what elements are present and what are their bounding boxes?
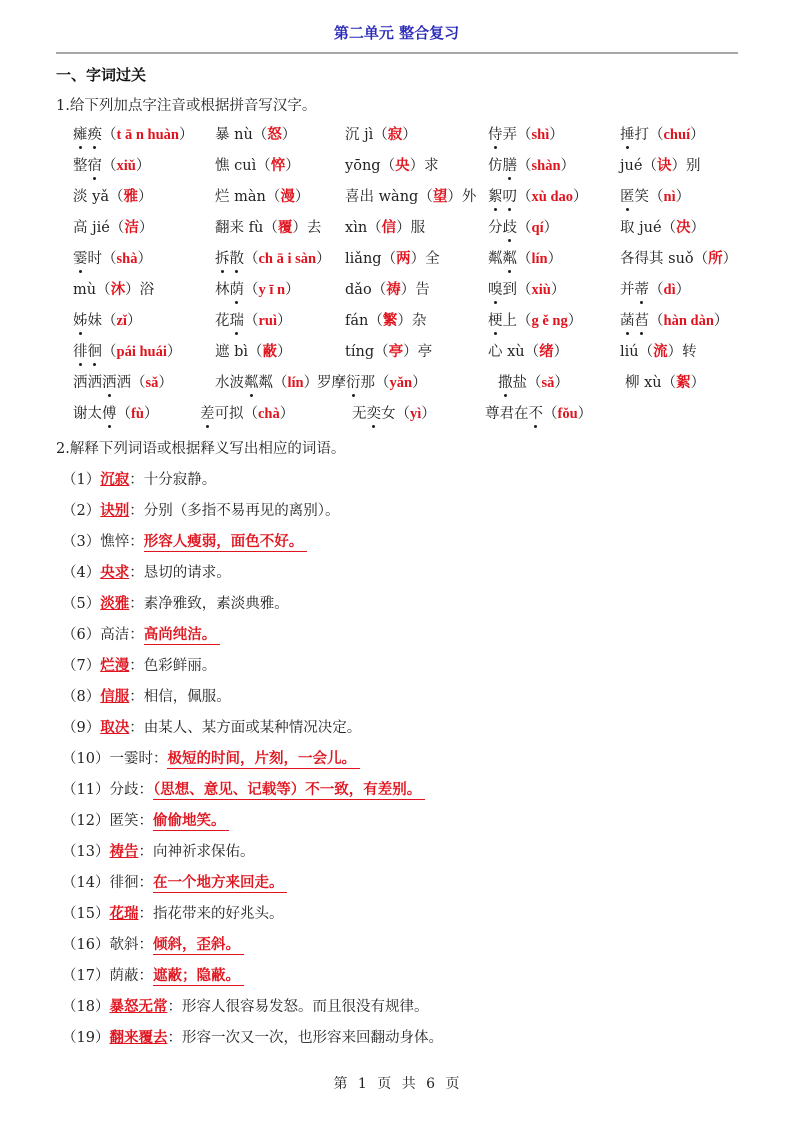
header-divider xyxy=(56,52,738,54)
term: 淡雅 xyxy=(100,595,130,612)
definition-item: （19）翻来覆去：形容一次又一次，也形容来回翻动身体。 xyxy=(62,1029,443,1046)
term: 憔悴 xyxy=(100,534,130,550)
exercise-item: 柳 xù（絮） xyxy=(625,375,706,391)
term: 一霎时 xyxy=(109,751,153,767)
exercise-item: 匿笑（nì） xyxy=(620,185,690,206)
question-2-title: 2.解释下列词语或根据释义写出相应的词语。 xyxy=(56,441,346,457)
term: 烂漫 xyxy=(100,657,130,674)
exercise-row xyxy=(0,247,793,271)
exercise-item: 翻来 fù（覆）去 xyxy=(215,220,322,236)
exercise-row xyxy=(0,309,793,333)
item-number: （9） xyxy=(62,720,101,736)
answer-text: 絮 xyxy=(676,375,691,391)
answer-text: 绪 xyxy=(539,344,554,360)
exercise-item: 撒盐（sǎ） xyxy=(498,371,569,392)
exercise-row xyxy=(0,154,793,178)
emphasis-dot-char: 奕 xyxy=(367,402,382,423)
emphasis-dot-char: 撒 xyxy=(498,371,513,392)
exercise-item: 拆散（ch ā i sàn） xyxy=(215,247,331,268)
answer-text: 繁 xyxy=(382,313,398,329)
definition: 形容人瘦弱，面色不好。 xyxy=(144,533,308,552)
emphasis-dot-char: 差 xyxy=(200,402,215,423)
definition: 十分寂静。 xyxy=(143,472,217,488)
answer-text: 漫 xyxy=(280,189,295,205)
item-number: （16） xyxy=(62,937,110,953)
emphasis-dot-char: 傅 xyxy=(102,402,117,423)
definition: 遮蔽；隐蔽。 xyxy=(153,967,244,986)
exercise-item: 差可拟（chà） xyxy=(200,402,294,423)
emphasis-dot-char: 瘫 xyxy=(73,123,88,144)
definition: 指花带来的好兆头。 xyxy=(152,906,284,922)
exercise-item: 罗摩衍那（yǎn） xyxy=(317,371,427,392)
answer-text: 怒 xyxy=(267,127,282,143)
answer-text: 央 xyxy=(395,158,410,174)
definition: 由某人、某方面或某种情况决定。 xyxy=(143,720,362,736)
term: 分歧 xyxy=(109,782,139,798)
exercise-row xyxy=(0,340,793,364)
emphasis-dot-char: 歧 xyxy=(503,216,518,237)
definition: 偷偷地笑。 xyxy=(153,812,230,831)
item-number: （12） xyxy=(62,813,110,829)
exercise-item: yōng（央）求 xyxy=(345,158,439,174)
exercise-item: 尊君在不（fǒu） xyxy=(485,402,592,423)
exercise-item: 粼粼（lín） xyxy=(488,247,562,268)
emphasis-dot-char: 蒂 xyxy=(635,278,650,299)
exercise-item: 絮叨（xù dao） xyxy=(488,185,588,206)
exercise-row xyxy=(0,123,793,147)
item-number: （19） xyxy=(62,1030,110,1046)
answer-text: 决 xyxy=(676,220,691,236)
item-number: （1） xyxy=(62,472,101,488)
answer-text: 悴 xyxy=(270,158,286,174)
emphasis-dot-char: 捶 xyxy=(620,123,635,144)
exercise-item: 梗上（g ě ng） xyxy=(488,309,582,330)
term: 荫蔽 xyxy=(109,968,139,984)
emphasis-dot-char: 徘 xyxy=(73,340,88,361)
exercise-item: 喜出 wàng（望）外 xyxy=(345,189,477,205)
definition: 在一个地方来回走。 xyxy=(153,874,288,893)
definition: 向神祈求保佑。 xyxy=(152,844,255,860)
term: 央求 xyxy=(100,564,130,581)
answer-text: shàn xyxy=(531,158,561,174)
definition-item: （5）淡雅：素净雅致，素淡典雅。 xyxy=(62,595,289,612)
exercise-item: 各得其 suǒ（所） xyxy=(620,251,738,267)
exercise-item: 高 jié（洁） xyxy=(73,220,154,236)
answer-text: ruì xyxy=(258,313,278,329)
item-number: （10） xyxy=(62,751,110,767)
term: 暴怒无常 xyxy=(109,998,168,1015)
definition: 恳切的请求。 xyxy=(143,565,231,581)
exercise-item: xìn（信）服 xyxy=(345,220,426,236)
answer-text: 蔽 xyxy=(262,344,278,360)
emphasis-dot-char: 匿 xyxy=(620,185,635,206)
exercise-item: 并蒂（dì） xyxy=(620,278,690,299)
answer-text: yǎn xyxy=(389,375,413,391)
item-number: （14） xyxy=(62,875,110,891)
emphasis-dot-char: 萏 xyxy=(635,309,650,330)
answer-text: g ě ng xyxy=(531,313,568,329)
definition: 形容一次又一次，也形容来回翻动身体。 xyxy=(181,1030,443,1046)
exercise-row xyxy=(0,371,793,395)
definition: 倾斜，歪斜。 xyxy=(153,936,244,955)
emphasis-dot-char: 拆 xyxy=(215,247,230,268)
definition-item: （3）憔悴：形容人瘦弱，面色不好。 xyxy=(62,530,307,551)
item-number: （6） xyxy=(62,627,101,643)
exercise-item: 姊妹（zǐ） xyxy=(73,309,141,330)
answer-text: zǐ xyxy=(116,313,127,329)
definition: 素净雅致，素淡典雅。 xyxy=(143,596,289,612)
item-number: （11） xyxy=(62,782,110,798)
exercise-item: 沉 jì（寂） xyxy=(345,127,417,143)
exercise-row xyxy=(0,402,793,426)
answer-text: yì xyxy=(410,406,422,422)
answer-text: 所 xyxy=(708,251,723,267)
definition-item: （2）诀别：分别（多指不易再见的离别）。 xyxy=(62,502,340,519)
item-number: （15） xyxy=(62,906,110,922)
definition-item: （6）高洁：高尚纯洁。 xyxy=(62,623,220,644)
emphasis-dot-char: 粼 xyxy=(503,247,518,268)
emphasis-dot-char: 叨 xyxy=(503,185,518,206)
exercise-item: 林荫（y ī n） xyxy=(215,278,300,299)
exercise-item: 憔 cuì（悴） xyxy=(215,158,300,174)
answer-text: 望 xyxy=(432,189,448,205)
definition-item: （14）徘徊：在一个地方来回走。 xyxy=(62,871,287,892)
answer-text: xiù xyxy=(531,282,551,298)
exercise-item: 侍弄（shì） xyxy=(488,123,564,144)
exercise-item: 遮 bì（蔽） xyxy=(215,344,292,360)
definition-item: （15）花瑞：指花带来的好兆头。 xyxy=(62,905,284,922)
exercise-item: 仿膳（shàn） xyxy=(488,154,575,175)
exercise-item: 整宿（xiǔ） xyxy=(73,154,150,175)
emphasis-dot-char: 霎 xyxy=(73,247,88,268)
answer-text: 流 xyxy=(653,344,668,360)
definition: 高尚纯洁。 xyxy=(144,626,221,645)
definition-item: （18）暴怒无常：形容人很容易发怒。而且很没有规律。 xyxy=(62,998,429,1015)
exercise-item: 水波粼粼（lín） xyxy=(215,371,318,392)
definition-item: （4）央求：恳切的请求。 xyxy=(62,564,231,581)
definition-item: （9）取决：由某人、某方面或某种情况决定。 xyxy=(62,719,362,736)
exercise-item: dǎo（祷）告 xyxy=(345,282,430,298)
emphasis-dot-char: 痪 xyxy=(88,123,103,144)
term: 信服 xyxy=(100,688,130,705)
page-number-footer: 第 1 页 共 6 页 xyxy=(333,1076,460,1092)
item-number: （7） xyxy=(62,658,101,674)
answer-text: 沐 xyxy=(110,282,126,298)
definition: 形容人很容易发怒。而且很没有规律。 xyxy=(181,999,429,1015)
item-number: （18） xyxy=(62,999,110,1015)
exercise-row xyxy=(0,278,793,302)
answer-text: 诀 xyxy=(656,158,672,174)
answer-text: 覆 xyxy=(277,220,293,236)
answer-text: shì xyxy=(531,127,550,143)
answer-text: ch ā i sàn xyxy=(258,251,317,267)
answer-text: shà xyxy=(116,251,138,267)
definition-item: （17）荫蔽：遮蔽；隐蔽。 xyxy=(62,964,244,985)
answer-text: 雅 xyxy=(123,189,138,205)
exercise-item: 霎时（shà） xyxy=(73,247,152,268)
exercise-item: fán（繁）杂 xyxy=(345,313,427,329)
section-title: 一、字词过关 xyxy=(56,66,147,84)
emphasis-dot-char: 衍 xyxy=(346,371,361,392)
exercise-item: 取 jué（决） xyxy=(620,220,706,236)
definition: 分别（多指不易再见的离别）。 xyxy=(143,503,340,519)
answer-text: qí xyxy=(531,220,544,236)
answer-text: xù dao xyxy=(531,189,574,205)
answer-text: sǎ xyxy=(145,375,159,391)
answer-text: pái huái xyxy=(116,344,167,360)
exercise-item: liú（流）转 xyxy=(620,344,697,360)
term: 欹斜 xyxy=(109,937,139,953)
exercise-row xyxy=(0,216,793,240)
definition-item: （8）信服：相信，佩服。 xyxy=(62,688,231,705)
answer-text: 祷 xyxy=(386,282,401,298)
exercise-row xyxy=(0,185,793,209)
answer-text: t ā n huàn xyxy=(116,127,179,143)
exercise-item: jué（诀）别 xyxy=(620,158,701,174)
answer-text: hàn dàn xyxy=(663,313,714,329)
item-number: （17） xyxy=(62,968,110,984)
exercise-item: 洒洒洒洒（sǎ） xyxy=(73,371,173,392)
emphasis-dot-char: 散 xyxy=(230,247,245,268)
item-number: （2） xyxy=(62,503,101,519)
emphasis-dot-char: 膳 xyxy=(503,154,518,175)
definition: （思想、意见、记载等）不一致，有差别。 xyxy=(153,781,425,800)
answer-text: fù xyxy=(131,406,144,422)
definition-item: （10）一霎时：极短的时间，片刻，一会儿。 xyxy=(62,747,360,768)
emphasis-dot-char: 洒 xyxy=(102,371,117,392)
answer-text: sǎ xyxy=(541,375,555,391)
term: 高洁 xyxy=(100,627,130,643)
exercise-item: 花瑞（ruì） xyxy=(215,309,292,330)
definition-item: （16）欹斜：倾斜，歪斜。 xyxy=(62,933,244,954)
exercise-item: mù（沐）浴 xyxy=(73,282,155,298)
answer-text: fǒu xyxy=(557,406,578,422)
term: 花瑞 xyxy=(109,905,139,922)
answer-text: nì xyxy=(663,189,676,205)
exercise-item: 分歧（qí） xyxy=(488,216,558,237)
exercise-item: 淡 yǎ（雅） xyxy=(73,189,153,205)
exercise-item: 瘫痪（t ā n huàn） xyxy=(73,123,193,144)
answer-text: 亭 xyxy=(388,344,404,360)
answer-text: 两 xyxy=(396,251,411,267)
exercise-item: tíng（亭）亭 xyxy=(345,344,433,360)
emphasis-dot-char: 絮 xyxy=(488,185,503,206)
term: 徘徊 xyxy=(109,875,139,891)
term: 翻来覆去 xyxy=(109,1029,168,1046)
definition-item: （7）烂漫：色彩鲜丽。 xyxy=(62,657,217,674)
answer-text: 信 xyxy=(381,220,397,236)
emphasis-dot-char: 梗 xyxy=(488,309,503,330)
term: 祷告 xyxy=(109,843,139,860)
answer-text: 洁 xyxy=(124,220,139,236)
exercise-item: 谢太傅（fù） xyxy=(73,402,158,423)
item-number: （13） xyxy=(62,844,110,860)
exercise-item: liǎng（两）全 xyxy=(345,251,440,267)
exercise-item: 心 xù（绪） xyxy=(488,344,569,360)
definition-item: （12）匿笑：偷偷地笑。 xyxy=(62,809,229,830)
emphasis-dot-char: 宿 xyxy=(88,154,103,175)
answer-text: chuí xyxy=(663,127,691,143)
term: 取决 xyxy=(100,719,130,736)
term: 沉寂 xyxy=(100,471,130,488)
emphasis-dot-char: 侍 xyxy=(488,123,503,144)
exercise-item: 无奕女（yì） xyxy=(352,402,436,423)
item-number: （8） xyxy=(62,689,101,705)
emphasis-dot-char: 粼 xyxy=(244,371,259,392)
definition: 相信，佩服。 xyxy=(143,689,231,705)
emphasis-dot-char: 嗅 xyxy=(488,278,503,299)
answer-text: 寂 xyxy=(387,127,403,143)
question-1-title: 1.给下列加点字注音或根据拼音写汉字。 xyxy=(56,98,317,114)
exercise-item: 烂 màn（漫） xyxy=(215,189,310,205)
item-number: （4） xyxy=(62,565,101,581)
definition-item: （13）祷告：向神祈求保佑。 xyxy=(62,843,255,860)
exercise-item: 捶打（chuí） xyxy=(620,123,705,144)
emphasis-dot-char: 不 xyxy=(529,402,544,423)
definition-item: （1）沉寂：十分寂静。 xyxy=(62,471,217,488)
emphasis-dot-char: 荫 xyxy=(230,278,245,299)
definition-item: （11）分歧：（思想、意见、记载等）不一致，有差别。 xyxy=(62,778,425,799)
answer-text: lín xyxy=(287,375,304,391)
emphasis-dot-char: 徊 xyxy=(88,340,103,361)
emphasis-dot-char: 姊 xyxy=(73,309,88,330)
answer-text: dì xyxy=(663,282,676,298)
term: 匿笑 xyxy=(109,813,139,829)
page-header-title: 第二单元 整合复习 xyxy=(333,24,460,42)
exercise-item: 菡萏（hàn dàn） xyxy=(620,309,728,330)
exercise-item: 徘徊（pái huái） xyxy=(73,340,181,361)
item-number: （5） xyxy=(62,596,101,612)
exercise-item: 暴 nù（怒） xyxy=(215,127,297,143)
item-number: （3） xyxy=(62,534,101,550)
definition: 极短的时间，片刻，一会儿。 xyxy=(167,750,360,769)
emphasis-dot-char: 菡 xyxy=(620,309,635,330)
answer-text: lín xyxy=(531,251,548,267)
emphasis-dot-char: 瑞 xyxy=(230,309,245,330)
exercise-item: 嗅到（xiù） xyxy=(488,278,565,299)
answer-text: xiǔ xyxy=(116,158,136,174)
answer-text: chà xyxy=(258,406,280,422)
definition: 色彩鲜丽。 xyxy=(143,658,217,674)
term: 诀别 xyxy=(100,502,130,519)
answer-text: y ī n xyxy=(258,282,286,298)
